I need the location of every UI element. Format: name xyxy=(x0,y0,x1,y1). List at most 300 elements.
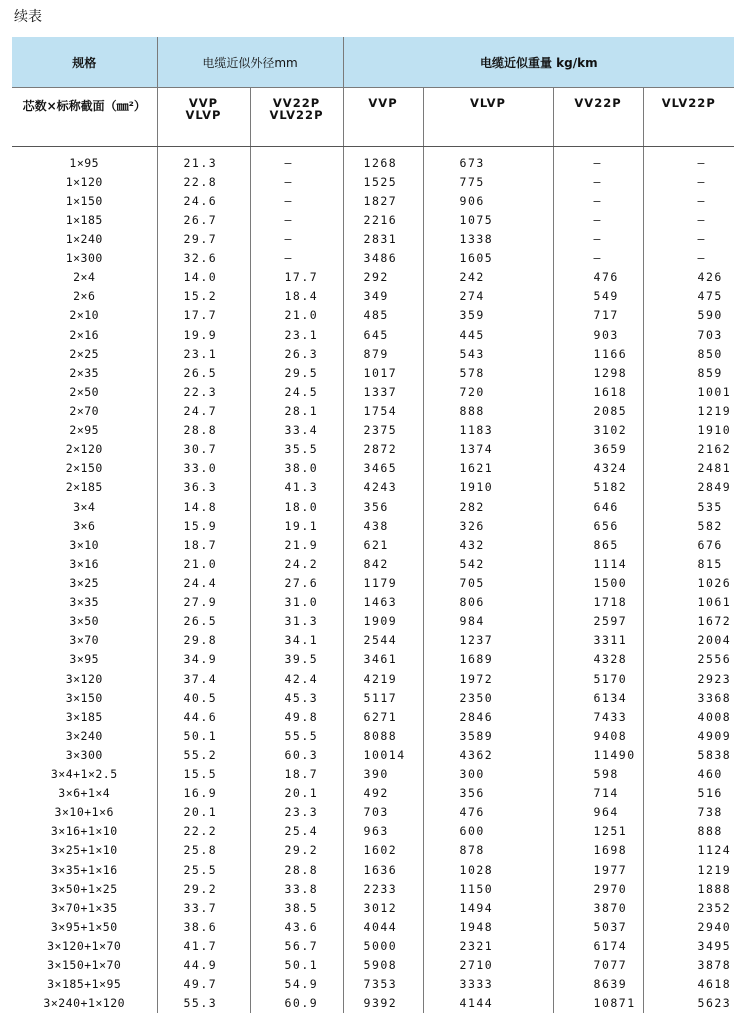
dia-vvp-cell: 33.7 xyxy=(157,898,250,917)
cable-spec-table-container xyxy=(12,37,734,1013)
spec-cell: 2×95 xyxy=(12,421,157,440)
weight-vv22p-cell: 903 xyxy=(553,325,643,344)
weight-vlv22p-cell: 590 xyxy=(697,308,723,323)
spec-cell: 3×16+1×10 xyxy=(12,822,157,841)
weight-vlvp-cell: 1075 xyxy=(423,210,553,229)
dia-vvp-cell: 40.5 xyxy=(157,688,250,707)
weight-vlvp-cell: 2846 xyxy=(423,707,553,726)
table-row xyxy=(12,707,734,726)
weight-vv22p-cell: 6134 xyxy=(553,688,643,707)
weight-vvp-cell: 645 xyxy=(343,325,423,344)
dia-vvp-cell: 18.7 xyxy=(157,535,250,554)
table-row xyxy=(12,917,734,936)
weight-vlv22p-cell: 426 xyxy=(697,270,723,285)
dia-vvp-cell: 29.2 xyxy=(157,879,250,898)
weight-vvp-cell: 3465 xyxy=(343,459,423,478)
dia-vv22p-cell: 29.2 xyxy=(250,841,343,860)
spec-cell: 3×70+1×35 xyxy=(12,898,157,917)
weight-vlvp-cell: 1605 xyxy=(423,249,553,268)
weight-vvp-cell: 10014 xyxy=(343,745,423,764)
spec-cell: 2×6 xyxy=(12,287,157,306)
weight-vlvp-cell: 445 xyxy=(423,325,553,344)
weight-vlv22p-cell: – xyxy=(697,231,706,246)
dia-vvp-label: VVP xyxy=(188,96,219,110)
weight-vlv22p-cell: 738 xyxy=(697,805,723,820)
weight-vlv22p-cell: 1001 xyxy=(697,384,732,399)
weight-vlvp-cell: 1948 xyxy=(423,917,553,936)
weight-vlv22p-cell: – xyxy=(697,155,706,170)
weight-vv22p-cell: – xyxy=(553,210,643,229)
weight-vlvp-cell: 1374 xyxy=(423,440,553,459)
weight-vlvp-cell: 542 xyxy=(423,554,553,573)
dia-vv22p-cell: 45.3 xyxy=(250,688,343,707)
dia-vvp-cell: 44.6 xyxy=(157,707,250,726)
weight-vvp-cell: 1636 xyxy=(343,860,423,879)
spec-cell: 2×120 xyxy=(12,440,157,459)
weight-vlvp-cell: 359 xyxy=(423,306,553,325)
spec-cell: 3×50+1×25 xyxy=(12,879,157,898)
table-row xyxy=(12,726,734,745)
spec-cell: 2×35 xyxy=(12,363,157,382)
weight-vlv22p-header: VLV22P xyxy=(643,88,734,147)
table-row xyxy=(12,287,734,306)
weight-vvp-cell: 1602 xyxy=(343,841,423,860)
weight-vlv22p-cell: 516 xyxy=(697,786,723,801)
weight-vlv22p-cell: 1910 xyxy=(697,423,732,438)
weight-vlv22p-cell: 3495 xyxy=(697,939,732,954)
dia-vvp-cell: 24.4 xyxy=(157,573,250,592)
dia-vlv22p-label: VLV22P xyxy=(269,108,324,122)
dia-vv22p-cell: 29.5 xyxy=(250,363,343,382)
weight-vlv22p-cell: 3878 xyxy=(697,958,732,973)
table-row xyxy=(12,898,734,917)
weight-vlvp-cell: 2710 xyxy=(423,956,553,975)
dia-vv22p-cell: 18.4 xyxy=(250,287,343,306)
table-row xyxy=(12,879,734,898)
weight-vlvp-cell: 274 xyxy=(423,287,553,306)
spec-cell: 3×4 xyxy=(12,497,157,516)
table-row xyxy=(12,421,734,440)
dia-vvp-cell: 15.2 xyxy=(157,287,250,306)
dia-vvp-cell: 14.8 xyxy=(157,497,250,516)
diameter-group-header: 电缆近似外径mm xyxy=(157,37,343,88)
table-row xyxy=(12,745,734,764)
weight-vvp-cell: 963 xyxy=(343,822,423,841)
dia-vv22p-cell: 60.9 xyxy=(250,994,343,1013)
table-row xyxy=(12,554,734,573)
weight-vv22p-cell: 1166 xyxy=(553,344,643,363)
weight-vlvp-cell: 1972 xyxy=(423,669,553,688)
spec-cell: 3×4+1×2.5 xyxy=(12,765,157,784)
dia-vv22p-cell: 38.5 xyxy=(250,898,343,917)
table-row xyxy=(12,860,734,879)
table-row xyxy=(12,631,734,650)
weight-vlvp-cell: 906 xyxy=(423,191,553,210)
spec-cell: 1×150 xyxy=(12,191,157,210)
weight-vv22p-cell: 646 xyxy=(553,497,643,516)
dia-vv22p-cell: 28.8 xyxy=(250,860,343,879)
weight-vlvp-cell: 705 xyxy=(423,573,553,592)
weight-vlv22p-cell: 2923 xyxy=(697,671,732,686)
dia-vv22p-cell: 31.0 xyxy=(250,593,343,612)
weight-vv22p-cell: 5182 xyxy=(553,478,643,497)
spec-cell: 3×240+1×120 xyxy=(12,994,157,1013)
weight-vvp-cell: 842 xyxy=(343,554,423,573)
dia-vv22p-cell: 24.2 xyxy=(250,554,343,573)
weight-vlvp-cell: 878 xyxy=(423,841,553,860)
weight-vlvp-cell: 720 xyxy=(423,382,553,401)
weight-vlv22p-cell: 1124 xyxy=(697,843,732,858)
table-row xyxy=(12,210,734,229)
spec-cell: 3×70 xyxy=(12,631,157,650)
weight-vv22p-cell: 7433 xyxy=(553,707,643,726)
weight-vlvp-cell: 4362 xyxy=(423,745,553,764)
weight-vv22p-cell: 10871 xyxy=(553,994,643,1013)
weight-vv22p-cell: 8639 xyxy=(553,975,643,994)
weight-vlvp-cell: 806 xyxy=(423,593,553,612)
weight-vv22p-cell: 865 xyxy=(553,535,643,554)
weight-vlv22p-cell: – xyxy=(697,212,706,227)
dia-vv22p-cell: – xyxy=(250,191,343,210)
weight-vvp-cell: 4243 xyxy=(343,478,423,497)
dia-vvp-cell: 21.0 xyxy=(157,554,250,573)
spec-cell: 3×95+1×50 xyxy=(12,917,157,936)
header-row-columns xyxy=(12,88,734,147)
weight-vv22p-cell: 717 xyxy=(553,306,643,325)
table-row xyxy=(12,191,734,210)
weight-vv22p-cell: 4328 xyxy=(553,650,643,669)
weight-vv22p-cell: 2085 xyxy=(553,401,643,420)
weight-vvp-cell: 349 xyxy=(343,287,423,306)
dia-vvp-cell: 50.1 xyxy=(157,726,250,745)
table-row xyxy=(12,478,734,497)
dia-vv22p-cell: 56.7 xyxy=(250,936,343,955)
weight-vlv22p-cell: 2352 xyxy=(697,900,732,915)
spec-header: 规格 xyxy=(12,37,157,88)
table-row xyxy=(12,153,734,172)
weight-vv22p-cell: 3659 xyxy=(553,440,643,459)
dia-vvp-cell: 24.7 xyxy=(157,401,250,420)
table-row xyxy=(12,784,734,803)
weight-vlv22p-cell: 2481 xyxy=(697,461,732,476)
weight-vv22p-cell: 964 xyxy=(553,803,643,822)
weight-vlvp-cell: 578 xyxy=(423,363,553,382)
spec-cell: 3×185+1×95 xyxy=(12,975,157,994)
weight-vvp-cell: 6271 xyxy=(343,707,423,726)
weight-vv22p-cell: 476 xyxy=(553,268,643,287)
dia-vvp-cell: 16.9 xyxy=(157,784,250,803)
dia-vvp-cell: 22.2 xyxy=(157,822,250,841)
spec-cell: 3×10+1×6 xyxy=(12,803,157,822)
weight-group-header: 电缆近似重量 kg/km xyxy=(343,37,734,88)
dia-vvp-cell: 26.5 xyxy=(157,363,250,382)
weight-vvp-cell: 5000 xyxy=(343,936,423,955)
weight-vvp-cell: 2544 xyxy=(343,631,423,650)
spec-cell: 3×25 xyxy=(12,573,157,592)
weight-vv22p-header: VV22P xyxy=(553,88,643,147)
weight-vlvp-cell: 1150 xyxy=(423,879,553,898)
table-row xyxy=(12,440,734,459)
weight-vvp-cell: 2216 xyxy=(343,210,423,229)
dia-vv22p-cell: 55.5 xyxy=(250,726,343,745)
table-row xyxy=(12,803,734,822)
dia-vv22p-cell: – xyxy=(250,249,343,268)
weight-vv22p-cell: 5037 xyxy=(553,917,643,936)
weight-vvp-cell: 3486 xyxy=(343,249,423,268)
weight-vlv22p-cell: 1888 xyxy=(697,881,732,896)
dia-vv22p-cell: 20.1 xyxy=(250,784,343,803)
dia-vv22p-cell: 43.6 xyxy=(250,917,343,936)
weight-vv22p-cell: 3870 xyxy=(553,898,643,917)
spec-cell: 3×16 xyxy=(12,554,157,573)
weight-vlvp-cell: 2350 xyxy=(423,688,553,707)
spec-cell: 2×185 xyxy=(12,478,157,497)
spec-cell: 1×185 xyxy=(12,210,157,229)
table-row xyxy=(12,936,734,955)
dia-vv22p-cell: 38.0 xyxy=(250,459,343,478)
weight-vlvp-cell: 543 xyxy=(423,344,553,363)
weight-vvp-cell: 4044 xyxy=(343,917,423,936)
spec-cell: 3×240 xyxy=(12,726,157,745)
weight-vlv22p-cell: 2004 xyxy=(697,633,732,648)
weight-vlvp-cell: 600 xyxy=(423,822,553,841)
dia-vvp-cell: 30.7 xyxy=(157,440,250,459)
dia-vv22p-cell: 21.9 xyxy=(250,535,343,554)
weight-vv22p-cell: 656 xyxy=(553,516,643,535)
spec-cell: 2×10 xyxy=(12,306,157,325)
dia-vvp-cell: 25.8 xyxy=(157,841,250,860)
dia-vvp-cell: 38.6 xyxy=(157,917,250,936)
weight-vvp-cell: 1525 xyxy=(343,172,423,191)
weight-vv22p-cell: – xyxy=(553,191,643,210)
table-row xyxy=(12,249,734,268)
weight-vlvp-cell: 1621 xyxy=(423,459,553,478)
weight-vv22p-cell: 1500 xyxy=(553,573,643,592)
dia-vv22p-cell: 41.3 xyxy=(250,478,343,497)
weight-vlvp-cell: 1028 xyxy=(423,860,553,879)
weight-vv22p-cell: 4324 xyxy=(553,459,643,478)
spec-cell: 3×6+1×4 xyxy=(12,784,157,803)
weight-vlv22p-cell: 2162 xyxy=(697,442,732,457)
spec-cell: 3×50 xyxy=(12,612,157,631)
weight-vlv22p-cell: 888 xyxy=(697,824,723,839)
spec-cell: 2×70 xyxy=(12,401,157,420)
spec-cell: 1×95 xyxy=(12,153,157,172)
table-body xyxy=(12,147,734,1013)
weight-vlv22p-cell: 2940 xyxy=(697,919,732,934)
weight-vvp-cell: 1268 xyxy=(343,153,423,172)
weight-vlvp-cell: 356 xyxy=(423,784,553,803)
table-row xyxy=(12,516,734,535)
weight-vlv22p-cell: 1672 xyxy=(697,614,732,629)
weight-vlvp-cell: 282 xyxy=(423,497,553,516)
weight-vlvp-cell: 3589 xyxy=(423,726,553,745)
table-row xyxy=(12,497,734,516)
table-row xyxy=(12,172,734,191)
dia-vvp-cell: 15.9 xyxy=(157,516,250,535)
dia-vv22p-cell: – xyxy=(250,229,343,248)
weight-vv22p-cell: 598 xyxy=(553,765,643,784)
spec-cell: 3×95 xyxy=(12,650,157,669)
weight-vv22p-cell: 9408 xyxy=(553,726,643,745)
table-row xyxy=(12,573,734,592)
weight-vlvp-cell: 300 xyxy=(423,765,553,784)
weight-vvp-cell: 879 xyxy=(343,344,423,363)
table-row xyxy=(12,268,734,287)
dia-vvp-cell: 22.8 xyxy=(157,172,250,191)
dia-vv22p-cell: 18.0 xyxy=(250,497,343,516)
weight-vvp-cell: 2233 xyxy=(343,879,423,898)
weight-vlv22p-cell: – xyxy=(697,174,706,189)
spec-cell: 1×120 xyxy=(12,172,157,191)
cable-spec-table xyxy=(12,37,734,1013)
dia-vv22p-cell: 54.9 xyxy=(250,975,343,994)
weight-vv22p-cell: 1114 xyxy=(553,554,643,573)
spec-cell: 1×240 xyxy=(12,229,157,248)
dia-vv22p-cell: 19.1 xyxy=(250,516,343,535)
table-row xyxy=(12,669,734,688)
dia-vvp-cell: 29.7 xyxy=(157,229,250,248)
table-row xyxy=(12,994,734,1013)
weight-vv22p-cell: 714 xyxy=(553,784,643,803)
weight-vvp-cell: 3461 xyxy=(343,650,423,669)
table-row xyxy=(12,363,734,382)
dia-vvp-cell: 19.9 xyxy=(157,325,250,344)
spec-cell: 3×35 xyxy=(12,593,157,612)
weight-vlvp-cell: 1910 xyxy=(423,478,553,497)
weight-vlvp-cell: 242 xyxy=(423,268,553,287)
weight-vlv22p-cell: 4618 xyxy=(697,977,732,992)
dia-vv22p-cell: 25.4 xyxy=(250,822,343,841)
dia-vvp-cell: 37.4 xyxy=(157,669,250,688)
weight-vv22p-cell: – xyxy=(553,153,643,172)
weight-vv22p-cell: 6174 xyxy=(553,936,643,955)
weight-vlv22p-cell: 5838 xyxy=(697,747,732,762)
dia-vv22p-cell: 24.5 xyxy=(250,382,343,401)
weight-vvp-cell: 703 xyxy=(343,803,423,822)
dia-vvp-cell: 17.7 xyxy=(157,306,250,325)
table-row xyxy=(12,593,734,612)
weight-vlv22p-cell: 1061 xyxy=(697,595,732,610)
weight-vvp-cell: 492 xyxy=(343,784,423,803)
core-section-header: 芯数×标称截面（㎜²） xyxy=(12,88,157,147)
spec-cell: 3×300 xyxy=(12,745,157,764)
dia-vv22p-cell: 34.1 xyxy=(250,631,343,650)
weight-vvp-cell: 8088 xyxy=(343,726,423,745)
weight-vlv22p-cell: 460 xyxy=(697,767,723,782)
dia-vv22p-vlv22p-header xyxy=(250,88,343,147)
table-row xyxy=(12,325,734,344)
weight-vlvp-cell: 2321 xyxy=(423,936,553,955)
dia-vv22p-cell: 23.1 xyxy=(250,325,343,344)
weight-vlv22p-cell: 535 xyxy=(697,499,723,514)
dia-vv22p-cell: 39.5 xyxy=(250,650,343,669)
weight-vlv22p-cell: 1026 xyxy=(697,575,732,590)
weight-vlvp-cell: 326 xyxy=(423,516,553,535)
weight-vvp-cell: 1463 xyxy=(343,593,423,612)
weight-vlvp-cell: 1689 xyxy=(423,650,553,669)
spec-cell: 2×50 xyxy=(12,382,157,401)
weight-vlvp-cell: 1237 xyxy=(423,631,553,650)
weight-vlv22p-cell: 582 xyxy=(697,518,723,533)
weight-vvp-cell: 1179 xyxy=(343,573,423,592)
spec-cell: 2×4 xyxy=(12,268,157,287)
weight-vlv22p-cell: 1219 xyxy=(697,862,732,877)
weight-vv22p-cell: 2970 xyxy=(553,879,643,898)
dia-vv22p-cell: 18.7 xyxy=(250,765,343,784)
weight-vlvp-cell: 3333 xyxy=(423,975,553,994)
header-row-groups xyxy=(12,37,734,88)
weight-vlv22p-cell: 1219 xyxy=(697,403,732,418)
dia-vvp-cell: 28.8 xyxy=(157,421,250,440)
dia-vvp-cell: 20.1 xyxy=(157,803,250,822)
dia-vvp-cell: 14.0 xyxy=(157,268,250,287)
dia-vv22p-label: VV22P xyxy=(272,96,321,110)
spec-cell: 3×120 xyxy=(12,669,157,688)
weight-vvp-cell: 2872 xyxy=(343,440,423,459)
weight-vlv22p-cell: 2849 xyxy=(697,480,732,495)
weight-vlv22p-cell: 4909 xyxy=(697,728,732,743)
weight-vvp-cell: 621 xyxy=(343,535,423,554)
weight-vlv22p-cell: 676 xyxy=(697,537,723,552)
weight-vlvp-header: VLVP xyxy=(423,88,553,147)
table-row xyxy=(12,765,734,784)
spec-cell: 2×16 xyxy=(12,325,157,344)
table-row xyxy=(12,975,734,994)
weight-vv22p-cell: – xyxy=(553,229,643,248)
dia-vvp-cell: 32.6 xyxy=(157,249,250,268)
weight-vv22p-cell: 1718 xyxy=(553,593,643,612)
dia-vvp-cell: 44.9 xyxy=(157,956,250,975)
spec-cell: 3×150 xyxy=(12,688,157,707)
dia-vv22p-cell: 23.3 xyxy=(250,803,343,822)
weight-vvp-cell: 2375 xyxy=(343,421,423,440)
weight-vvp-cell: 356 xyxy=(343,497,423,516)
spec-cell: 1×300 xyxy=(12,249,157,268)
table-row xyxy=(12,459,734,478)
weight-vlvp-cell: 432 xyxy=(423,535,553,554)
weight-vvp-cell: 1337 xyxy=(343,382,423,401)
weight-vlvp-cell: 476 xyxy=(423,803,553,822)
table-row xyxy=(12,841,734,860)
weight-vv22p-cell: 1698 xyxy=(553,841,643,860)
weight-vv22p-cell: 11490 xyxy=(553,745,643,764)
dia-vvp-cell: 26.7 xyxy=(157,210,250,229)
dia-vv22p-cell: 27.6 xyxy=(250,573,343,592)
weight-vlvp-cell: 888 xyxy=(423,401,553,420)
weight-vlv22p-cell: 4008 xyxy=(697,709,732,724)
spec-cell: 3×150+1×70 xyxy=(12,956,157,975)
weight-vvp-cell: 1827 xyxy=(343,191,423,210)
weight-vvp-cell: 438 xyxy=(343,516,423,535)
weight-vlvp-cell: 984 xyxy=(423,612,553,631)
dia-vv22p-cell: 50.1 xyxy=(250,956,343,975)
dia-vvp-cell: 21.3 xyxy=(157,153,250,172)
table-row xyxy=(12,344,734,363)
weight-vlv22p-cell: 859 xyxy=(697,365,723,380)
weight-vlvp-cell: 1338 xyxy=(423,229,553,248)
table-header xyxy=(12,37,734,147)
weight-vlvp-cell: 1183 xyxy=(423,421,553,440)
dia-vlvp-label: VLVP xyxy=(185,108,222,122)
weight-vlv22p-cell: 815 xyxy=(697,556,723,571)
weight-vv22p-cell: 1618 xyxy=(553,382,643,401)
dia-vvp-cell: 41.7 xyxy=(157,936,250,955)
dia-vvp-cell: 34.9 xyxy=(157,650,250,669)
weight-vlv22p-cell: 850 xyxy=(697,346,723,361)
dia-vvp-cell: 36.3 xyxy=(157,478,250,497)
weight-vv22p-cell: 2597 xyxy=(553,612,643,631)
